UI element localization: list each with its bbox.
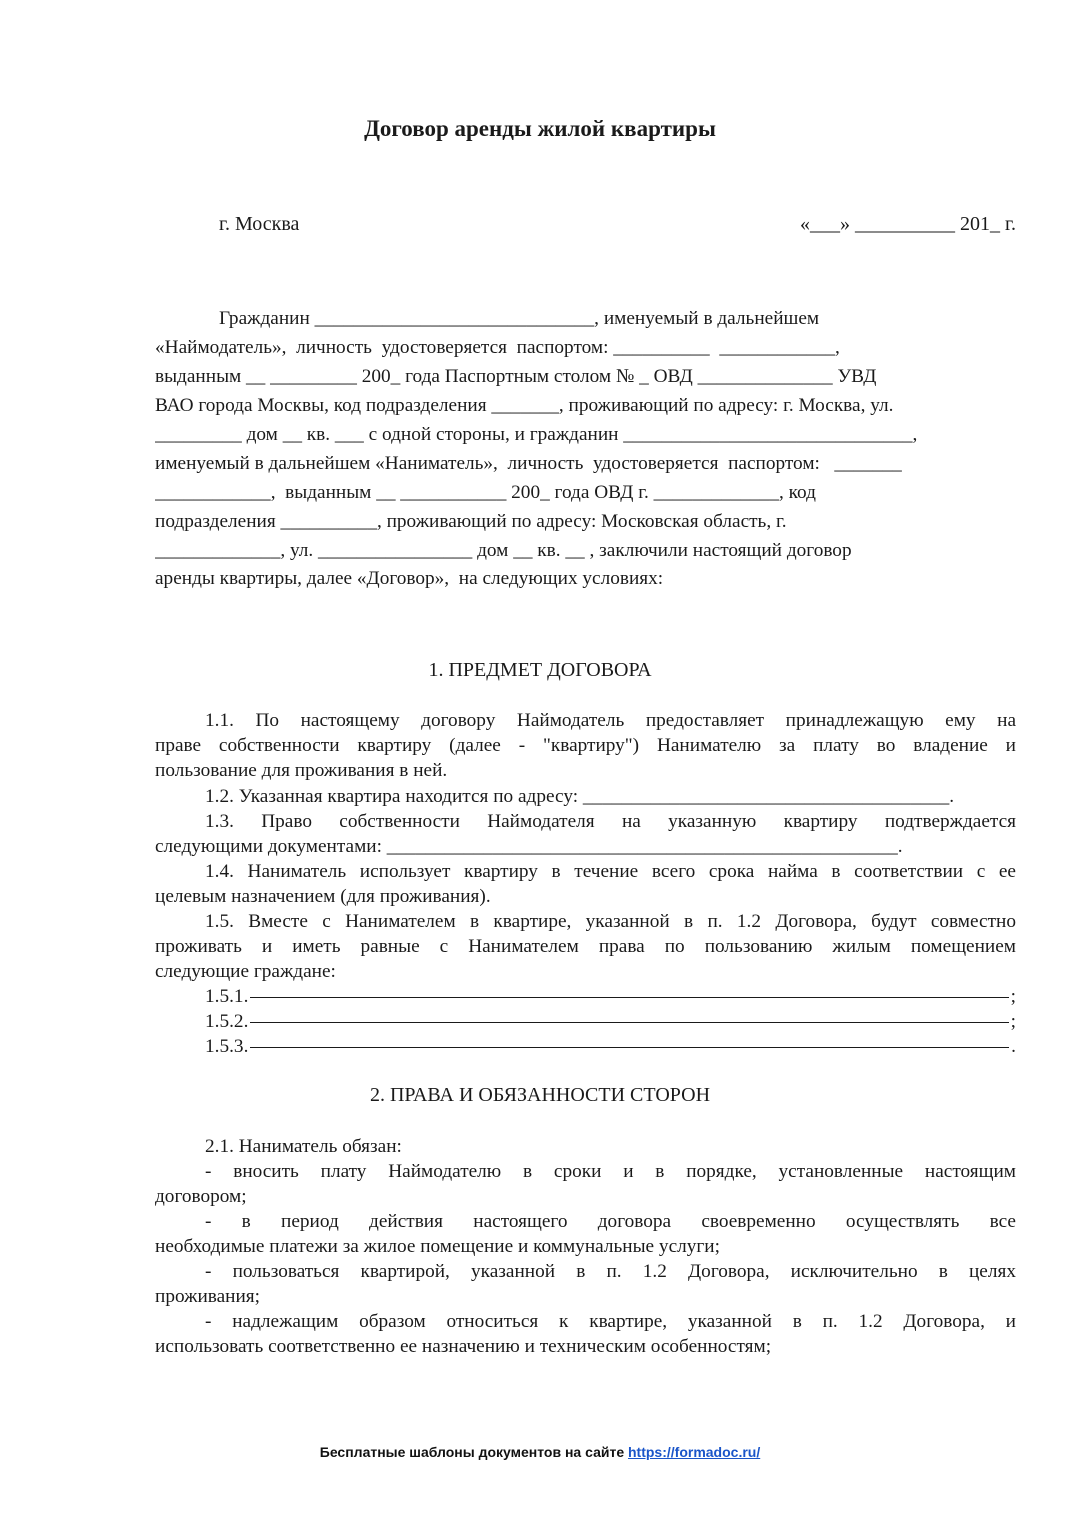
clause-line: проживать и иметь равные с Нанимателем права по пользованию жилым помещением (155, 936, 1016, 957)
clause-line: использовать соответственно ее назначению и техническим особенностям; (155, 1336, 772, 1357)
clause-line: договором; (155, 1186, 247, 1207)
clause-line: целевым назначением (для проживания). (155, 886, 491, 907)
footer-link[interactable]: https://formadoc.ru/ (628, 1444, 761, 1460)
clause-line: - в период действия настоящего договора своевременно осуществлять все (205, 1211, 1016, 1232)
clause-line: 1.4. Наниматель использует квартиру в течение всего срока найма в соответствии с ее (205, 861, 1016, 882)
contract-date: «___» __________ 201_ г. (800, 213, 1016, 235)
resident-end: . (1011, 1036, 1016, 1057)
resident-blank (250, 1022, 1008, 1023)
preamble-line: ____________, выданным __ ___________ 200_ года ОВД г. _____________, код (155, 482, 816, 503)
city: г. Москва (219, 213, 300, 235)
clause-line: - пользоваться квартирой, указанной в п. 1.2 Договора, исключительно в целях (205, 1261, 1016, 1282)
preamble-line: выданным __ _________ 200_ года Паспортным столом № _ ОВД ______________ УВД (155, 366, 877, 387)
preamble-line: Гражданин _____________________________, именуемый в дальнейшем (219, 308, 820, 329)
clause-line: 1.1. По настоящему договору Наймодатель предоставляет принадлежащую ему на (205, 710, 1016, 731)
preamble-line: именуемый в дальнейшем «Наниматель», личность удостоверяется паспортом: _______ (155, 453, 902, 474)
clause-line: пользование для проживания в ней. (155, 760, 448, 781)
preamble-line: «Наймодатель», личность удостоверяется паспортом: __________ ____________, (155, 337, 840, 358)
clause-line: следующие граждане: (155, 961, 336, 982)
clause-line: 1.3. Право собственности Наймодателя на указанную квартиру подтверждается (205, 811, 1016, 832)
footer (0, 1444, 1080, 1460)
preamble-line: подразделения __________, проживающий по адресу: Московская область, г. (155, 511, 787, 532)
resident-blank (250, 997, 1008, 998)
resident-line (205, 1009, 1016, 1034)
resident-end: ; (1010, 986, 1016, 1007)
document-title: Договор аренды жилой квартиры (364, 116, 716, 141)
clause-line: 2.1. Наниматель обязан: (205, 1136, 402, 1157)
resident-end: ; (1010, 1011, 1016, 1032)
preamble-line: _________ дом __ кв. ___ с одной стороны, и гражданин ______________________________, (155, 424, 918, 445)
clause-line: 1.2. Указанная квартира находится по адресу: ______________________________________. (205, 786, 955, 807)
resident-line (205, 984, 1016, 1009)
resident-label: 1.5.1. (205, 986, 249, 1007)
preamble-line: _____________, ул. ________________ дом __ кв. __ , заключили настоящий договор (155, 540, 852, 561)
resident-line (205, 1034, 1016, 1059)
clause-line: 1.5. Вместе с Нанимателем в квартире, указанной в п. 1.2 Договора, будут совместно (205, 911, 1016, 932)
footer-text: Бесплатные шаблоны документов на сайте (319, 1444, 628, 1460)
preamble-line: аренды квартиры, далее «Договор», на следующих условиях: (155, 568, 664, 589)
clause-line: проживания; (155, 1286, 261, 1307)
section-2-heading: 2. ПРАВА И ОБЯЗАННОСТИ СТОРОН (369, 1084, 711, 1106)
clause-line: следующими документами: _____________________________________________________. (155, 836, 903, 857)
resident-blank (250, 1047, 1009, 1048)
clause-line: праве собственности квартиру (далее - "квартиру") Нанимателю за плату во владение и (155, 735, 1016, 756)
clause-line: - надлежащим образом относиться к квартире, указанной в п. 1.2 Договора, и (205, 1311, 1016, 1332)
section-1-heading: 1. ПРЕДМЕТ ДОГОВОРА (428, 659, 652, 681)
preamble-line: ВАО города Москвы, код подразделения _______, проживающий по адресу: г. Москва, ул. (155, 395, 894, 416)
resident-label: 1.5.3. (205, 1036, 249, 1057)
clause-line: - вносить плату Наймодателю в сроки и в порядке, установленные настоящим (205, 1161, 1016, 1182)
resident-label: 1.5.2. (205, 1011, 249, 1032)
clause-line: необходимые платежи за жилое помещение и коммунальные услуги; (155, 1236, 720, 1257)
